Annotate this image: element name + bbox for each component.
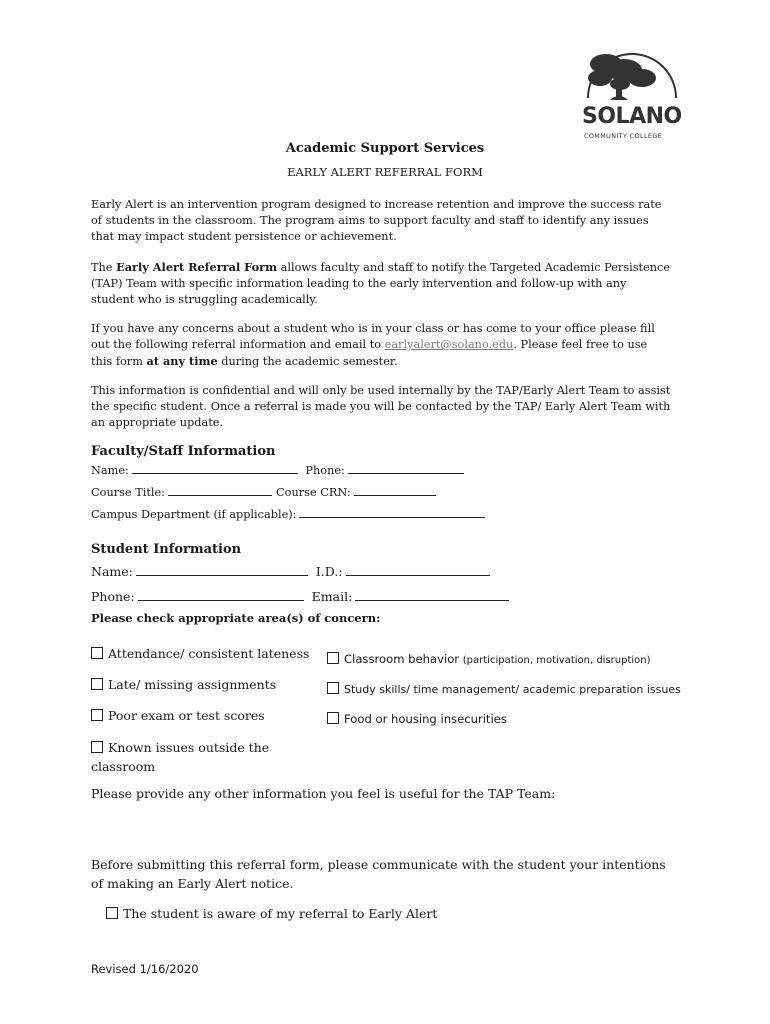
p3-text-mid: . Please feel free to use this form [91, 338, 648, 368]
checkbox-icon[interactable] [106, 907, 118, 919]
course-crn-field[interactable] [354, 484, 436, 496]
logo-name: SOLANO [582, 104, 682, 129]
department-label: Campus Department (if applicable): [91, 508, 297, 521]
concern-attendance[interactable] [91, 646, 309, 661]
faculty-name-label: Name: [91, 464, 129, 477]
p2-text-post: allows faculty and staff to notify the Targeted Academic Persistence (TAP) Team with specific information leading to the early intervention and follow-up with any student who is struggling academically. [91, 261, 671, 306]
other-info-field[interactable] [91, 808, 681, 848]
concern-label: Classroom behavior [344, 652, 460, 666]
intro-paragraph-3 [91, 321, 671, 370]
student-phone-field[interactable] [138, 586, 304, 601]
aware-label: The student is aware of my referral to Early Alert [123, 906, 438, 921]
concern-label: Poor exam or test scores [108, 708, 265, 723]
student-phone-label: Phone: [91, 589, 135, 604]
p2-form-name: Early Alert Referral Form [116, 260, 278, 274]
checkbox-icon[interactable] [91, 678, 103, 690]
course-row [91, 484, 440, 501]
concern-label: Attendance/ consistent lateness [108, 646, 310, 661]
concern-food-housing[interactable] [327, 712, 507, 726]
concern-label: Study skills/ time management/ academic preparation issues [344, 683, 681, 696]
student-id-label: I.D.: [315, 564, 343, 579]
student-email-label: Email: [311, 589, 353, 604]
p3-emphasis: at any time [146, 354, 218, 368]
oak-tree-logo-icon [580, 44, 680, 102]
page-title: Academic Support Services [285, 141, 485, 156]
faculty-section-heading: Faculty/Staff Information [91, 444, 276, 459]
faculty-phone-label: Phone: [305, 464, 345, 477]
revised-date: Revised 1/16/2020 [91, 962, 199, 976]
concern-study-skills[interactable] [327, 682, 681, 696]
intro-paragraph-1: Early Alert is an intervention program designed to increase retention and improve the success rate of students in the classroom. The program aims to support faculty and staff to identify any issues that may impact student persistence or achievement. [91, 198, 662, 243]
student-email-field[interactable] [355, 586, 509, 601]
p3-text-post: during the academic semester. [217, 355, 398, 368]
p2-text-pre: The [91, 261, 117, 274]
checkbox-icon[interactable] [327, 652, 339, 664]
student-id-field[interactable] [346, 561, 490, 576]
checkbox-icon[interactable] [327, 682, 339, 694]
concern-outside-issues[interactable] [91, 738, 281, 776]
course-crn-label: Course CRN: [276, 486, 351, 499]
course-title-field[interactable] [168, 484, 272, 496]
checkbox-icon[interactable] [91, 741, 103, 753]
concerns-heading: Please check appropriate area(s) of concern: [91, 611, 381, 625]
faculty-name-row [91, 462, 468, 479]
department-row [91, 506, 489, 523]
checkbox-icon[interactable] [327, 712, 339, 724]
checkbox-icon[interactable] [91, 709, 103, 721]
faculty-name-field[interactable] [132, 462, 298, 474]
concern-label: Late/ missing assignments [108, 677, 277, 692]
concern-classroom-behavior[interactable] [327, 652, 651, 666]
student-aware-check[interactable] [106, 906, 437, 921]
course-title-label: Course Title: [91, 486, 165, 499]
concern-label: Food or housing insecurities [344, 712, 507, 726]
faculty-phone-field[interactable] [348, 462, 464, 474]
student-section-heading: Student Information [91, 542, 242, 557]
concern-label: Known issues outside the classroom [91, 740, 270, 774]
concern-note: (participation, motivation, disruption) [462, 655, 651, 666]
student-phone-row [91, 586, 513, 604]
student-name-field[interactable] [136, 561, 308, 576]
form-title: EARLY ALERT REFERRAL FORM [287, 165, 483, 179]
before-submit-note: Before submitting this referral form, please communicate with the student your intentions of making an Early Alert notice. [91, 857, 666, 891]
intro-paragraph-2 [91, 259, 671, 308]
p3-text-pre: If you have any concerns about a student who is in your class or has come to your office please fill out the following referral information and email to [91, 322, 655, 351]
logo-tagline: COMMUNITY COLLEGE [584, 132, 663, 140]
other-info-prompt: Please provide any other information you feel is useful for the TAP Team: [91, 786, 556, 801]
checkbox-icon[interactable] [91, 647, 103, 659]
email-link[interactable]: earlyalert@solano.edu [384, 338, 514, 351]
student-name-row [91, 561, 494, 579]
student-name-label: Name: [91, 564, 133, 579]
concern-poor-scores[interactable] [91, 708, 265, 723]
department-field[interactable] [299, 506, 485, 518]
concern-late-assignments[interactable] [91, 677, 276, 692]
college-logo [578, 44, 688, 144]
intro-paragraph-4: This information is confidential and will only be used internally by the TAP/Early Alert Team to assist the specific student. Once a referral is made you will be contacted by the TAP/ Early Alert Team with an appropriate update. [91, 384, 671, 429]
